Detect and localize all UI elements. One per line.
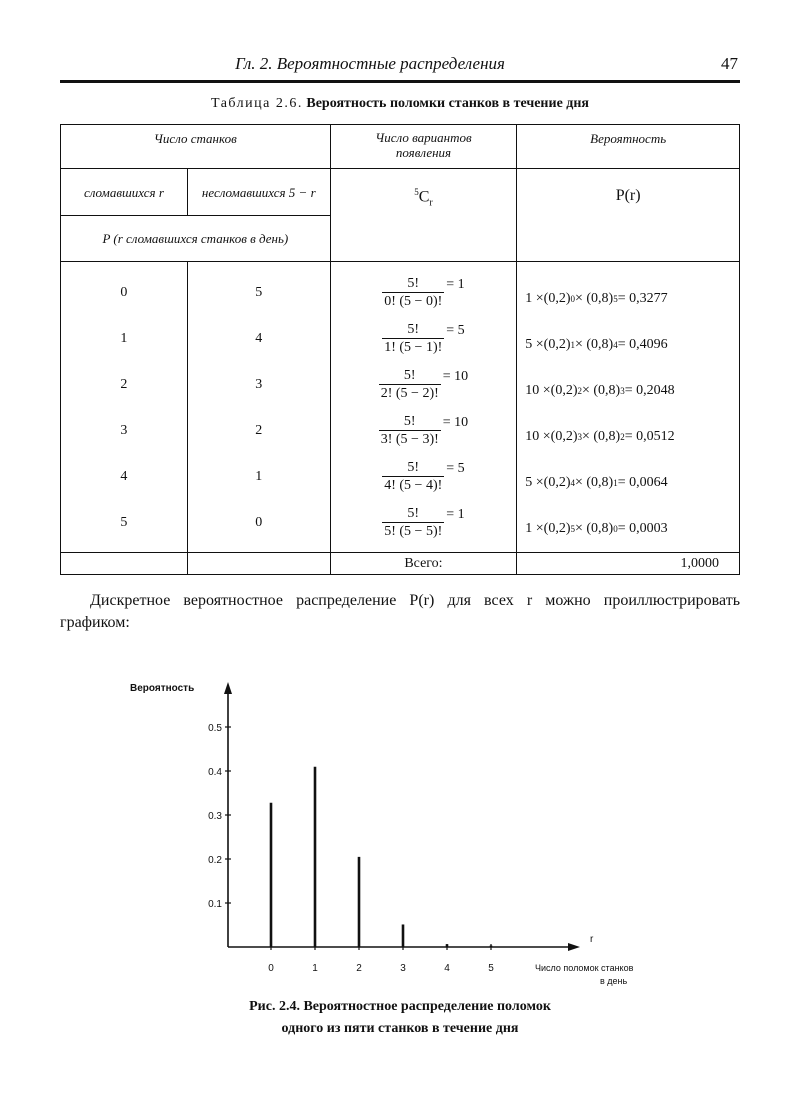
- table-body-row: [61, 262, 740, 553]
- header-not-broken-text: несломавшихся 5 − r: [201, 184, 316, 200]
- fraction: [382, 506, 444, 540]
- fraction-result: = 1: [446, 277, 465, 292]
- combination-cell: [331, 500, 517, 546]
- col-variants: [330, 262, 517, 553]
- header-combination: [330, 169, 517, 262]
- not-broken-values: [188, 270, 330, 546]
- probability-mid: × (0,8): [575, 521, 614, 536]
- x-tick-label: 5: [488, 963, 494, 974]
- probability-cell: [517, 506, 739, 552]
- header-broken-text: сломавшихся r: [83, 184, 164, 200]
- total-empty-2: [187, 553, 330, 575]
- x-axis-note-2: в день: [600, 976, 628, 986]
- combination-cell: [331, 362, 517, 408]
- r-value: 1: [120, 331, 128, 346]
- fraction-result: = 5: [446, 323, 465, 338]
- probability-mid: × (0,8): [575, 475, 614, 490]
- fraction: [379, 414, 441, 448]
- not-broken-value: 2: [255, 423, 263, 438]
- fraction-numerator: 5!: [407, 322, 420, 337]
- x-axis-note-1: Число поломок станков: [535, 963, 634, 973]
- fraction-denominator: 2! (5 − 2)!: [380, 386, 439, 401]
- header-machines-count: Число станков: [61, 125, 331, 169]
- fraction-denominator: 1! (5 − 1)!: [384, 340, 443, 355]
- header-p-description-text: P (r сломавшихся станков в день): [102, 231, 289, 246]
- running-title: Гл. 2. Вероятностные распределения: [235, 54, 505, 73]
- r-value: 0: [120, 285, 128, 300]
- figure-caption-line-1: Рис. 2.4. Вероятностное распределение поломок: [249, 999, 551, 1014]
- x-tick-label: 3: [400, 963, 406, 974]
- probability-exp2: 2: [620, 432, 625, 442]
- combination-subscript: r: [429, 197, 433, 209]
- header-broken: [61, 169, 188, 216]
- table-caption: [60, 96, 740, 112]
- probability-result: = 0,2048: [624, 383, 675, 398]
- col-not-broken: [187, 262, 330, 553]
- fraction-denominator: 0! (5 − 0)!: [384, 294, 443, 309]
- y-tick-label: 0.4: [208, 767, 222, 778]
- probability-result: = 0,4096: [617, 337, 668, 352]
- header-p-description: [61, 216, 331, 262]
- header-variants: [330, 125, 517, 169]
- probability-coef: 1 ×(0,2): [525, 291, 571, 306]
- probability-cell: [517, 460, 739, 506]
- total-label: Всего:: [330, 553, 517, 575]
- y-axis-label: Вероятность: [130, 683, 195, 694]
- fraction: [382, 460, 444, 494]
- probability-result: = 0,0064: [617, 475, 668, 490]
- fraction-numerator: 5!: [407, 506, 420, 521]
- combination-cell: [331, 316, 517, 362]
- probability-coef: 5 ×(0,2): [525, 337, 571, 352]
- fraction-denominator: 4! (5 − 4)!: [384, 478, 443, 493]
- total-empty-1: [61, 553, 188, 575]
- r-value: 2: [120, 377, 128, 392]
- probability-mid: × (0,8): [582, 383, 621, 398]
- probability-result: = 0,0003: [617, 521, 668, 536]
- not-broken-value: 5: [255, 285, 263, 300]
- probability-mid: × (0,8): [582, 429, 621, 444]
- figure-caption-line-2: одного из пяти станков в течение дня: [281, 1021, 519, 1036]
- fraction: [379, 368, 441, 402]
- probability-result: = 0,3277: [617, 291, 668, 306]
- probability-coef: 10 ×(0,2): [525, 383, 578, 398]
- y-tick-label: 0.5: [208, 723, 222, 734]
- probability-cell: [517, 368, 739, 414]
- y-tick-label: 0.1: [208, 899, 222, 910]
- fraction-numerator: 5!: [403, 368, 416, 383]
- r-value: 5: [120, 515, 128, 530]
- page-number: 47: [721, 54, 738, 73]
- header-not-broken: [187, 169, 330, 216]
- not-broken-value: 0: [255, 515, 263, 530]
- y-tick-label: 0.3: [208, 811, 222, 822]
- fraction-result: = 10: [442, 415, 469, 430]
- fraction-numerator: 5!: [407, 460, 420, 475]
- not-broken-value: 1: [255, 469, 263, 484]
- header-variants-text: Число вариантов появления: [375, 130, 472, 160]
- y-tick-label: 0.2: [208, 855, 222, 866]
- fraction: [382, 322, 444, 356]
- probability-exp1: 3: [577, 432, 582, 442]
- not-broken-value: 4: [255, 331, 263, 346]
- probability-cell: [517, 276, 739, 322]
- probability-chart: [0, 660, 800, 990]
- probability-exp1: 1: [570, 340, 575, 350]
- combination-cell: [331, 408, 517, 454]
- combination-symbol: C: [418, 188, 430, 206]
- r-values: [61, 270, 187, 546]
- probability-values: [517, 276, 739, 552]
- x-tick-label: 1: [312, 963, 318, 974]
- probability-cell: [517, 322, 739, 368]
- table-caption-lead: Таблица 2.6.: [210, 96, 303, 111]
- probability-exp2: 5: [613, 294, 618, 304]
- header-probability: Вероятность: [517, 125, 740, 169]
- header-p-symbol: P(r): [517, 169, 740, 262]
- fraction: [382, 276, 444, 310]
- running-head: [60, 52, 740, 83]
- probability-exp1: 2: [577, 386, 582, 396]
- probability-result: = 0,0512: [624, 429, 675, 444]
- fraction-result: = 10: [442, 369, 469, 384]
- combination-cell: [331, 454, 517, 500]
- probability-cell: [517, 414, 739, 460]
- paragraph: Дискретное вероятностное распределение P(r) для всех r можно проиллюстрировать графиком:: [60, 592, 740, 631]
- y-axis-arrow: [224, 682, 232, 694]
- x-axis-label: r: [590, 934, 594, 945]
- probability-exp2: 0: [613, 524, 618, 534]
- total-value: 1,0000: [517, 553, 740, 575]
- x-tick-label: 2: [356, 963, 362, 974]
- probability-exp2: 4: [613, 340, 618, 350]
- probability-exp2: 3: [620, 386, 625, 396]
- probability-mid: × (0,8): [575, 337, 614, 352]
- fraction-numerator: 5!: [403, 414, 416, 429]
- probability-exp1: 0: [570, 294, 575, 304]
- fraction-numerator: 5!: [407, 276, 420, 291]
- probability-coef: 10 ×(0,2): [525, 429, 578, 444]
- probability-table: [60, 124, 740, 575]
- not-broken-value: 3: [255, 377, 263, 392]
- probability-exp1: 5: [570, 524, 575, 534]
- x-axis-arrow: [568, 943, 580, 951]
- probability-exp2: 1: [613, 478, 618, 488]
- x-tick-label: 0: [268, 963, 274, 974]
- combination-cell: [331, 270, 517, 316]
- combination-superscript: 5: [414, 187, 419, 197]
- fraction-result: = 1: [446, 507, 465, 522]
- x-tick-label: 4: [444, 963, 450, 974]
- fraction-result: = 5: [446, 461, 465, 476]
- col-r: [61, 262, 188, 553]
- r-value: 4: [120, 469, 128, 484]
- table-caption-text: Вероятность поломки станков в течение дня: [306, 96, 589, 111]
- combination-values: [331, 270, 517, 546]
- fraction-denominator: 5! (5 − 5)!: [384, 524, 443, 539]
- probability-coef: 5 ×(0,2): [525, 475, 571, 490]
- r-value: 3: [120, 423, 128, 438]
- probability-exp1: 4: [570, 478, 575, 488]
- probability-mid: × (0,8): [575, 291, 614, 306]
- probability-coef: 1 ×(0,2): [525, 521, 571, 536]
- col-probability: [517, 262, 740, 553]
- fraction-denominator: 3! (5 − 3)!: [380, 432, 439, 447]
